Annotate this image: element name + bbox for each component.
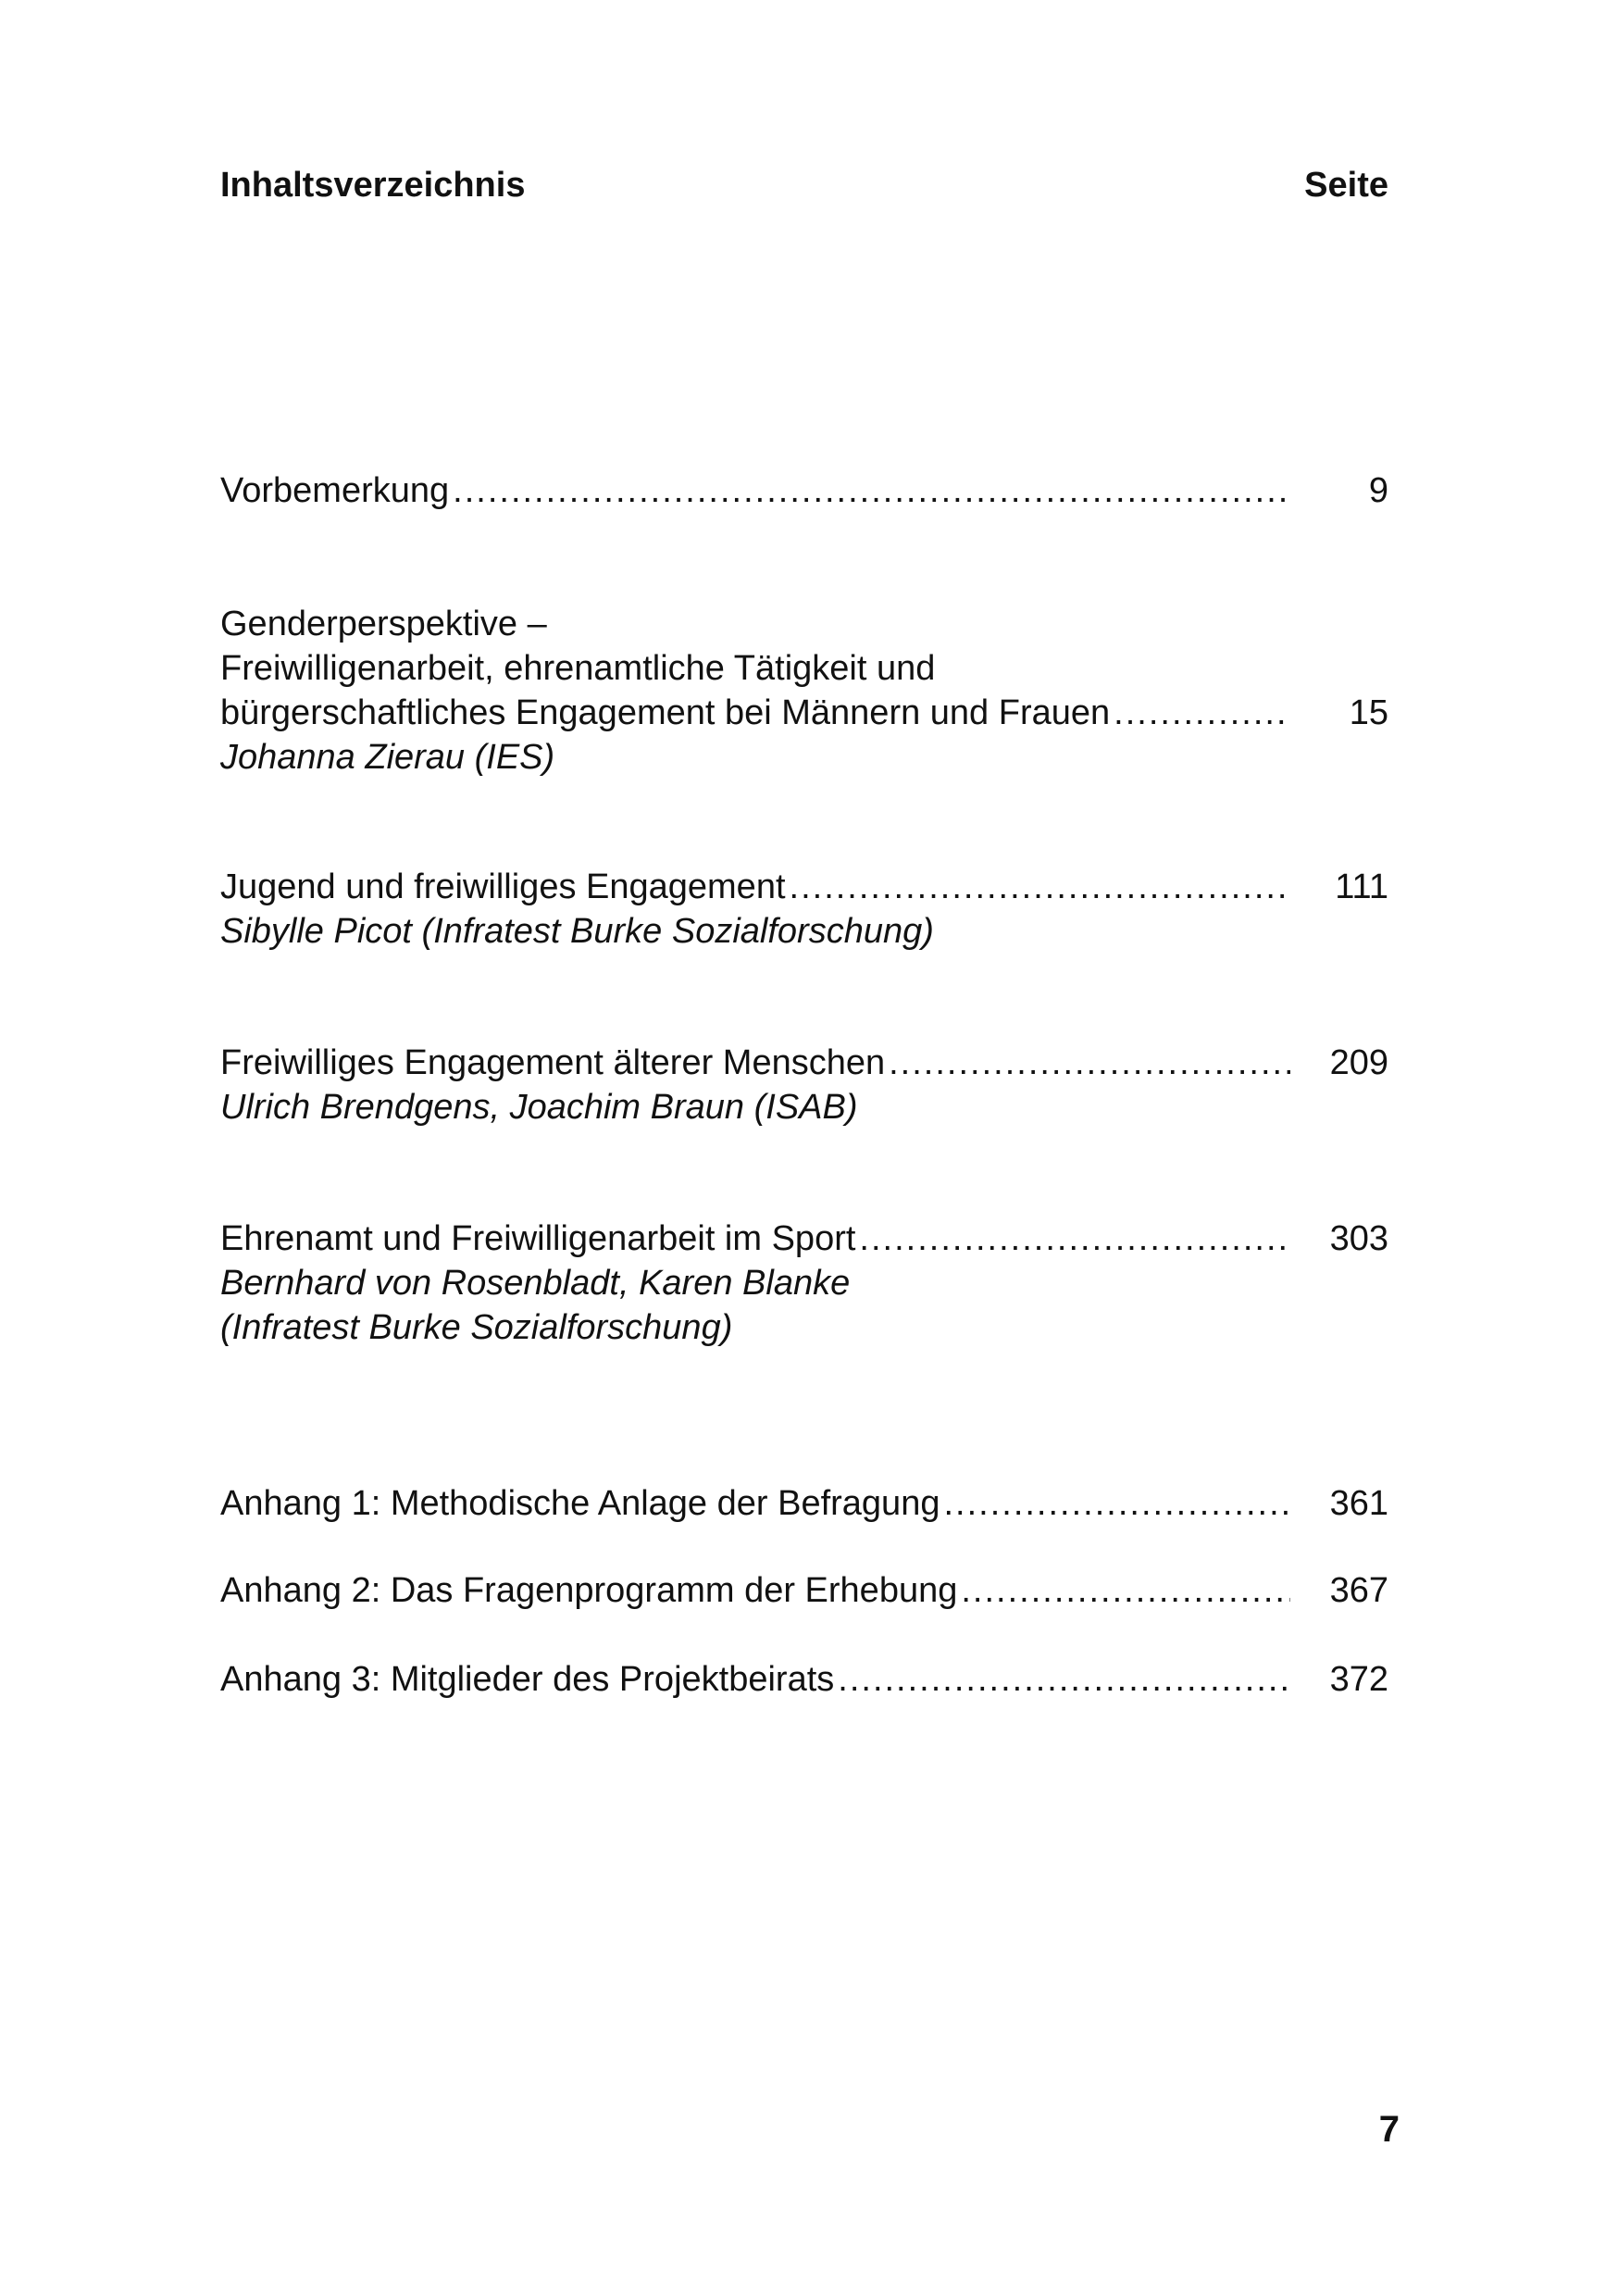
toc-entry-title: Ehrenamt und Freiwilligenarbeit im Sport (220, 1219, 856, 1258)
toc-entry-author: (Infratest Burke Sozialforschung) (220, 1308, 733, 1347)
toc-entry-author: Sibylle Picot (Infratest Burke Sozialforschung) (220, 912, 934, 951)
toc-entry-author: Johanna Zierau (IES) (220, 738, 555, 777)
page-number: 7 (1378, 2109, 1400, 2150)
toc-entry-page: 111 (1335, 867, 1388, 906)
toc-entry-title: Vorbemerkung (220, 471, 450, 510)
dot-leader (838, 1657, 1290, 1702)
toc-entry-title: Anhang 1: Methodische Anlage der Befragung (220, 1484, 940, 1523)
page-column-heading: Seite (1304, 166, 1388, 205)
toc-entry-page: 361 (1329, 1484, 1388, 1523)
toc-entry-jugend[interactable] (220, 865, 1388, 954)
toc-entry-line (220, 1568, 1388, 1613)
dot-leader (961, 1568, 1290, 1613)
dot-leader (790, 865, 1290, 909)
toc-entry-page: 15 (1349, 693, 1388, 732)
toc-entry-anhang-3[interactable] (220, 1657, 1388, 1702)
toc-entry-line (220, 691, 1388, 735)
toc-entry-page: 9 (1368, 471, 1388, 510)
toc-entry-title-line: Genderperspektive – (220, 605, 547, 643)
toc-entry-title: bürgerschaftliches Engagement bei Männern und Frauen (220, 693, 1111, 732)
toc-entry-title: Anhang 3: Mitglieder des Projektbeirats (220, 1660, 835, 1699)
toc-entry-line (220, 1217, 1388, 1261)
toc-entry-page: 372 (1329, 1660, 1388, 1699)
toc-entry-author: Ulrich Brendgens, Joachim Braun (ISAB) (220, 1088, 858, 1127)
dot-leader (453, 468, 1290, 513)
toc-entry-line (220, 865, 1388, 909)
dot-leader (1114, 691, 1290, 735)
toc-entry-page: 367 (1329, 1571, 1388, 1610)
toc-entry-anhang-2[interactable] (220, 1568, 1388, 1613)
toc-entry-sport[interactable] (220, 1217, 1388, 1350)
toc-entry-genderperspektive[interactable] (220, 602, 1388, 780)
dot-leader (859, 1217, 1290, 1261)
toc-entry-title: Jugend und freiwilliges Engagement (220, 867, 786, 906)
toc-entry-line (220, 1657, 1388, 1702)
toc-entry-line (220, 468, 1388, 513)
toc-heading: Inhaltsverzeichnis (220, 166, 526, 205)
toc-entry-line (220, 1481, 1388, 1526)
toc-entry-line (220, 1041, 1388, 1085)
toc-entry-title: Freiwilliges Engagement älterer Menschen (220, 1043, 886, 1082)
dot-leader (943, 1481, 1290, 1526)
toc-entry-page: 209 (1329, 1043, 1388, 1082)
toc-entry-page: 303 (1329, 1219, 1388, 1258)
toc-entry-aeltere-menschen[interactable] (220, 1041, 1388, 1129)
toc-entry-author: Bernhard von Rosenbladt, Karen Blanke (220, 1264, 851, 1303)
dot-leader (889, 1041, 1290, 1085)
toc-entry-title-line: Freiwilligenarbeit, ehrenamtliche Tätigkeit und (220, 649, 936, 688)
toc-entry-anhang-1[interactable] (220, 1481, 1388, 1526)
toc-entry-title: Anhang 2: Das Fragenprogramm der Erhebung (220, 1571, 958, 1610)
toc-entry-vorbemerkung[interactable] (220, 468, 1388, 513)
